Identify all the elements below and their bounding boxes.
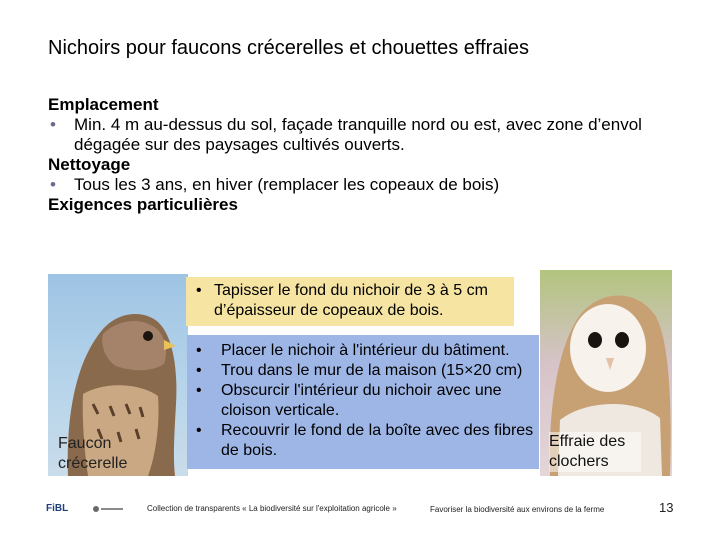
partner-logo-icon — [92, 504, 126, 514]
blue-note-item: • Recouvrir le fond de la boîte avec des fibres de bois. — [193, 421, 538, 461]
section-heading-nettoyage: Nettoyage — [48, 155, 131, 174]
bullet-emplacement: • Min. 4 m au-dessus du sol, façade tranquille nord ou est, avec zone d’envol dégagée sur des paysages cultivés ouverts. — [48, 115, 688, 155]
page-number: 13 — [659, 500, 674, 515]
blue-note-list — [193, 341, 538, 461]
blue-note-item: • Placer le nichoir à l'intérieur du bâtiment. — [193, 341, 538, 361]
bullet-nettoyage: • Tous les 3 ans, en hiver (remplacer les copeaux de bois) — [48, 175, 688, 195]
section-heading-emplacement: Emplacement — [48, 95, 159, 114]
slide-title: Nichoirs pour faucons crécerelles et chouettes effraies — [48, 37, 529, 59]
footer-collection: Collection de transparents « La biodiversité sur l'exploitation agricole » — [147, 504, 397, 513]
owl-caption: Effraie des clochers — [549, 432, 641, 472]
section-heading-exigences: Exigences particulières — [48, 195, 238, 214]
blue-note-item: • Trou dans le mur de la maison (15×20 cm) — [193, 361, 538, 381]
falcon-caption: Faucon crécerelle — [58, 435, 128, 472]
fibl-logo: FiBL — [46, 503, 69, 514]
footer-subtitle: Favoriser la biodiversité aux environs de la ferme — [430, 505, 605, 514]
yellow-note-text: • Tapisser le fond du nichoir de 3 à 5 cm d’épaisseur de copeaux de bois. — [196, 281, 524, 321]
yellow-note-box — [186, 277, 514, 326]
blue-note-item: • Obscurcir l'intérieur du nichoir avec une cloison verticale. — [193, 381, 538, 421]
slide-body — [48, 95, 688, 215]
